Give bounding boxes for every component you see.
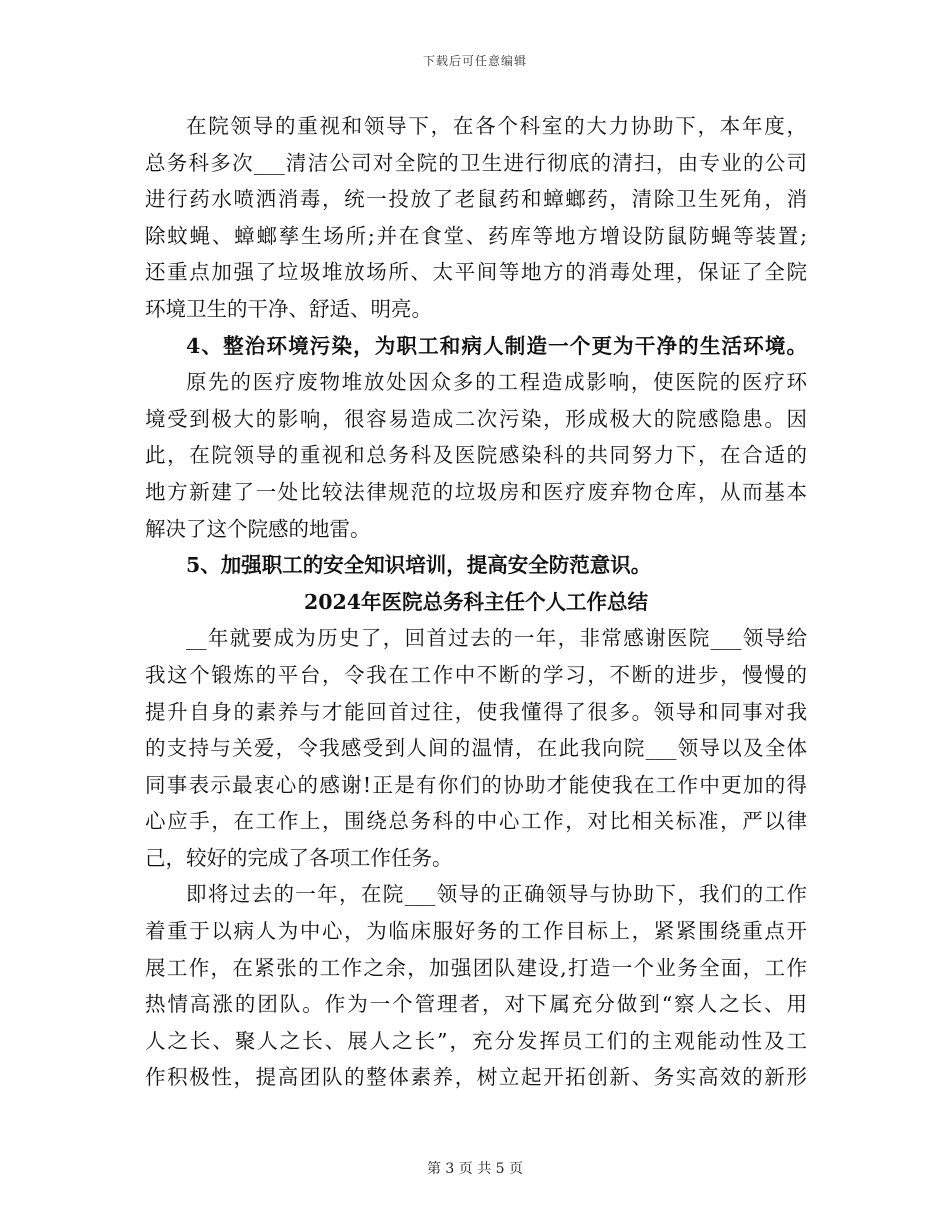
section-heading: 4、整治环境污染，为职工和病人制造一个更为干净的生活环境。 (186, 333, 807, 358)
text-line: 总务科多次___清洁公司对全院的卫生进行彻底的清扫，由专业的公司 (145, 150, 807, 175)
text-line: 此，在院领导的重视和总务科及医院感染科的共同努力下，在合适的 (145, 443, 807, 468)
document-body (145, 108, 807, 1096)
text-line: 己，较好的完成了各项工作任务。 (145, 845, 453, 870)
text-line: 同事表示最衷心的感谢!正是有你们的协助才能使我在工作中更加的得 (145, 772, 807, 797)
text-line: 我这个锻炼的平台，令我在工作中不断的学习，不断的进步，慢慢的 (145, 662, 807, 687)
text-line: 境受到极大的影响，很容易造成二次污染，形成极大的院感隐患。因 (145, 406, 807, 431)
text-line: 的支持与关爱，令我感受到人间的温情，在此我向院___领导以及全体 (145, 736, 807, 761)
text-line: __年就要成为历史了，回首过去的一年，非常感谢医院___领导给 (186, 626, 807, 651)
text-line: 展工作，在紧张的工作之余，加强团队建设,打造一个业务全面，工作 (145, 955, 807, 980)
text-line: 解决了这个院感的地雷。 (145, 516, 371, 541)
text-line: 作积极性，提高团队的整体素养，树立起开拓创新、务实高效的新形 (145, 1065, 807, 1090)
text-line: 提升自身的素养与才能回首过往，使我懂得了很多。领导和同事对我 (145, 699, 807, 724)
text-line: 在院领导的重视和领导下，在各个科室的大力协助下，本年度， (186, 114, 807, 138)
document-title: 2024年医院总务科主任个人工作总结 (303, 589, 649, 614)
page-footer: 第 3 页 共 5 页 (426, 1161, 524, 1177)
text-line: 即将过去的一年，在院___领导的正确领导与协助下，我们的工作 (186, 882, 807, 907)
page-header: 下载后可任意编辑 (422, 54, 527, 68)
text-line: 热情高涨的团队。作为一个管理者，对下属充分做到“察人之长、用 (145, 992, 807, 1017)
text-line: 人之长、聚人之长、展人之长”，充分发挥员工们的主观能动性及工 (145, 1028, 807, 1053)
text-line: 着重于以病人为中心，为临床服好务的工作目标上，紧紧围绕重点开 (145, 919, 807, 944)
text-line: 原先的医疗废物堆放处因众多的工程造成影响，使医院的医疗环 (186, 370, 807, 395)
text-line: 进行药水喷洒消毒，统一投放了老鼠药和蟑螂药，清除卫生死角，消 (145, 187, 807, 212)
section-heading: 5、加强职工的安全知识培训，提高安全防范意识。 (186, 553, 652, 578)
text-line: 地方新建了一处比较法律规范的垃圾房和医疗废弃物仓库，从而基本 (145, 479, 807, 504)
text-line: 心应手，在工作上，围绕总务科的中心工作，对比相关标准，严以律 (145, 809, 807, 834)
text-line: 还重点加强了垃圾堆放场所、太平间等地方的消毒处理，保证了全院 (145, 260, 807, 285)
text-line: 环境卫生的干净、舒适、明亮。 (145, 296, 432, 321)
text-line: 除蚊蝇、蟑螂孳生场所;并在食堂、药库等地方增设防鼠防蝇等装置; (145, 223, 807, 248)
